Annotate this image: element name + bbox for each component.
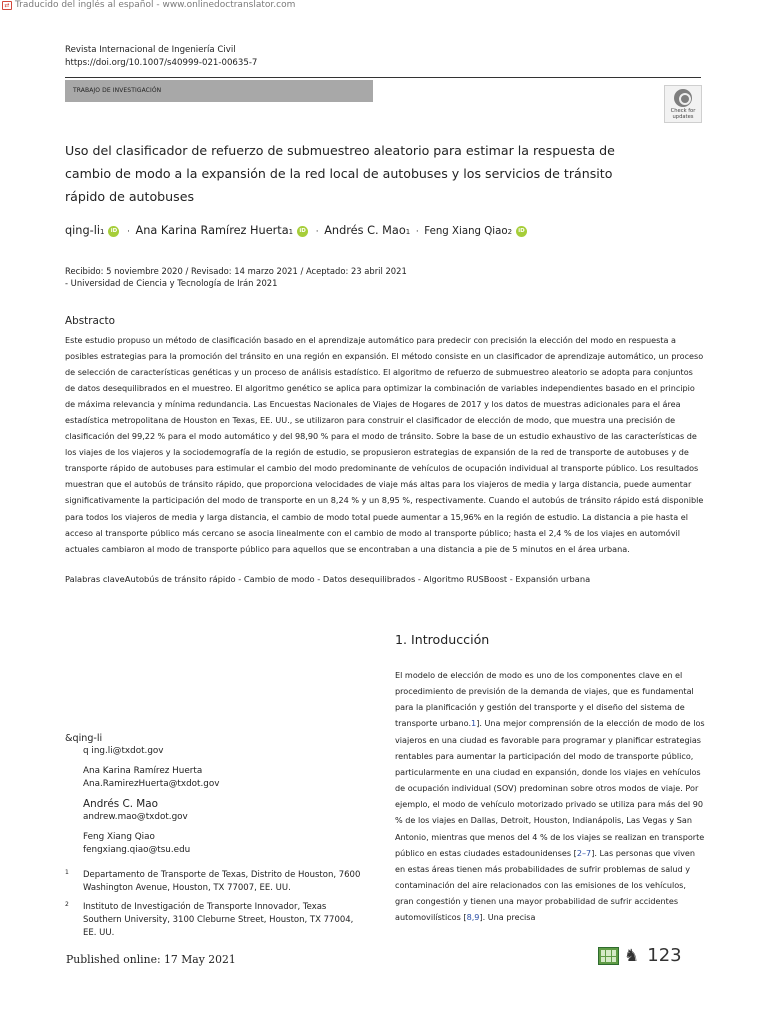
corresponding-author: &qing-li bbox=[65, 733, 103, 744]
author-1[interactable]: qing-li1 bbox=[65, 224, 105, 237]
citation-link[interactable]: 1 bbox=[471, 718, 477, 729]
translator-banner-text: Traducido del inglés al español - www.onlinedoctranslator.com bbox=[15, 0, 296, 10]
article-dates bbox=[65, 265, 407, 289]
article-type-bar bbox=[65, 80, 373, 102]
article-type: TRABAJO DE INVESTIGACIÓN bbox=[73, 87, 162, 94]
affiliation-number: 2 bbox=[65, 901, 69, 908]
publisher-number: 123 bbox=[647, 945, 682, 966]
check-updates-line1: Check for bbox=[670, 108, 696, 114]
contact-name: Ana Karina Ramírez Huerta bbox=[83, 766, 203, 776]
journal-doi[interactable]: https://doi.org/10.1007/s40999-021-00635-7 bbox=[65, 58, 258, 68]
header-divider bbox=[65, 77, 701, 78]
contact-2 bbox=[83, 765, 219, 791]
contact-name: Feng Xiang Qiao bbox=[83, 832, 155, 842]
publisher-logo bbox=[598, 946, 682, 966]
orcid-icon[interactable]: iD bbox=[297, 226, 308, 237]
contact-1 bbox=[83, 745, 219, 758]
author-4[interactable]: Feng Xiang Qiao2 bbox=[424, 226, 513, 237]
orcid-icon[interactable]: iD bbox=[516, 226, 527, 237]
affiliation-number: 1 bbox=[65, 869, 69, 876]
keywords bbox=[65, 574, 590, 584]
translate-icon: ⇄ bbox=[2, 1, 12, 10]
author-separator: · bbox=[315, 227, 319, 237]
keywords-label: Palabras clave bbox=[65, 574, 125, 584]
journal-name: Revista Internacional de Ingeniería Civil bbox=[65, 45, 236, 55]
journal-header bbox=[65, 44, 257, 70]
translator-banner[interactable] bbox=[2, 0, 295, 10]
springer-horse-icon: ♞ bbox=[624, 946, 640, 966]
copyright-line: - Universidad de Ciencia y Tecnología de Irán 2021 bbox=[65, 278, 278, 288]
orcid-icon[interactable]: iD bbox=[108, 226, 119, 237]
contact-email[interactable]: fengxiang.qiao@tsu.edu bbox=[83, 845, 191, 855]
contact-name: Andrés C. Mao bbox=[83, 798, 158, 810]
author-separator: · bbox=[127, 227, 130, 237]
author-separator: · bbox=[415, 227, 419, 237]
contact-email[interactable]: q ing.li@txdot.gov bbox=[83, 746, 164, 756]
check-updates-icon bbox=[674, 89, 692, 107]
book-icon bbox=[598, 947, 619, 965]
author-3[interactable]: Andrés C. Mao1 bbox=[324, 224, 411, 237]
citation-link[interactable]: 2–7 bbox=[576, 847, 592, 858]
author-contacts bbox=[83, 745, 219, 864]
affiliation-2 bbox=[65, 901, 365, 940]
affiliation-text: Instituto de Investigación de Transporte Innovador, Texas Southern University, 3100 Cleburne Street, Houston, TX 77004, EE. UU. bbox=[83, 902, 354, 938]
author-2[interactable]: Ana Karina Ramírez Huerta1 bbox=[135, 224, 294, 237]
contact-4 bbox=[83, 831, 219, 857]
keywords-text: Autobús de tránsito rápido - Cambio de modo - Datos desequilibrados - Algoritmo RUSBoost - Expansión urbana bbox=[124, 574, 591, 584]
contact-email[interactable]: andrew.mao@txdot.gov bbox=[83, 812, 188, 822]
paper-title: Uso del clasificador de refuerzo de submuestreo aleatorio para estimar la respuesta de cambio de modo a la expansión de la red local de autobuses y los servicios de tránsito rápido de autobuses bbox=[65, 143, 615, 204]
affiliation-text: Departamento de Transporte de Texas, Distrito de Houston, 7600 Washington Avenue, Houston, TX 77007, EE. UU. bbox=[83, 870, 361, 893]
contact-3 bbox=[83, 798, 219, 824]
intro-heading: 1. Introducción bbox=[395, 632, 490, 647]
check-updates-line2: updates bbox=[672, 114, 694, 120]
abstract-heading: Abstracto bbox=[65, 315, 115, 327]
intro-text: El modelo de elección de modo es uno de los componentes clave en el procedimiento de previsión de la demanda de viajes, que es fundamental para la planificación y gestión del transporte y el diseño del sistema de transporte urbano.1]. Una mejor comprensión de la elección de modo de los viajeros en una ciudad es favorable para programar y planificar estrategias rentables para aumentar la participación del modo de transporte público, particularmente en una ciudad en expansión, donde los viajes en vehículos de ocupación individual (SOV) predominan sobre otros modos de viaje. Por ejemplo, el modo de vehículo motorizado privado se utiliza para más del 90 % de los viajes en Dallas, Detroit, Houston, Indianápolis, Las Vegas y San Antonio, mientras que menos del 4 % de los viajes se realizan en transporte público en estas ciudades estadounidenses [2–7]. Las personas que viven en estas áreas tienen más probabilidades de sufrir problemas de salud y contaminación del aire relacionados con las emisiones de los vehículos, gran congestión y tienen una mayor probabilidad de sufrir accidentes automovilísticos [8,9]. Una precisa bbox=[395, 670, 705, 923]
contact-email[interactable]: Ana.RamirezHuerta@txdot.gov bbox=[83, 779, 220, 789]
affiliation-1 bbox=[65, 869, 365, 895]
check-for-updates-badge[interactable] bbox=[664, 85, 702, 123]
history-dates: Recibido: 5 noviembre 2020 / Revisado: 14 marzo 2021 / Aceptado: 23 abril 2021 bbox=[65, 266, 407, 276]
published-date: Published online: 17 May 2021 bbox=[66, 953, 236, 966]
citation-link[interactable]: 8,9 bbox=[466, 912, 480, 923]
abstract-text: Este estudio propuso un método de clasificación basado en el aprendizaje automático para predecir con precisión la elección del modo en respuesta a posibles estrategias para la promoción del tránsito en una región en expansión. El método consiste en un clasificador de aprendizaje automático, un proceso de selección de características genéticas y un proceso de análisis estadístico. El algoritmo de refuerzo de submuestreo aleatorio se adopta para conjuntos de datos desequilibrados en el muestreo. El algoritmo genético se aplica para optimizar la combinación de variables independientes basado en el principio de máxima relevancia y mínima redundancia. Las Encuestas Nacionales de Viajes de Hogares de 2017 y los datos de muestras adicionales para el área estadística metropolitana de Houston en Texas, EE. UU., se utilizaron para construir el clasificador de elección de modo, que muestra una precisión de clasificación del 99,22 % para el modo automático y del 98,90 % para el modo de tránsito. Sobre la base de un estudio exhaustivo de las características de los viajes de los viajeros y la sociodemografía de la región de estudio, se propusieron estrategias de expansión de la red de transporte de autobuses y de transporte rápido de autobuses para estimular el cambio del modo predominante de vehículos de ocupación individual al transporte público. Los resultados muestran que el autobús de tránsito rápido, que proporciona velocidades de viaje más altas para los viajeros de media y larga distancia, puede aumentar significativamente la participación del modo de transporte en un 8,24 % y un 8,95 %, respectivamente. Cuando el autobús de tránsito rápido está disponible para todos los viajeros de media y larga distancia, el cambio de modo total puede aumentar a 15,96% en la región de estudio. La distancia a pie hasta el acceso al transporte público más cercano se asocia linealmente con el cambio de modo al transporte público; hasta el 2,4 % de los viajes en automóvil actuales cambiaron al modo de transporte público para aquellos que se encontraban a una distancia a pie de 5 minutos en el área urbana. bbox=[65, 335, 704, 554]
author-list bbox=[65, 224, 529, 237]
